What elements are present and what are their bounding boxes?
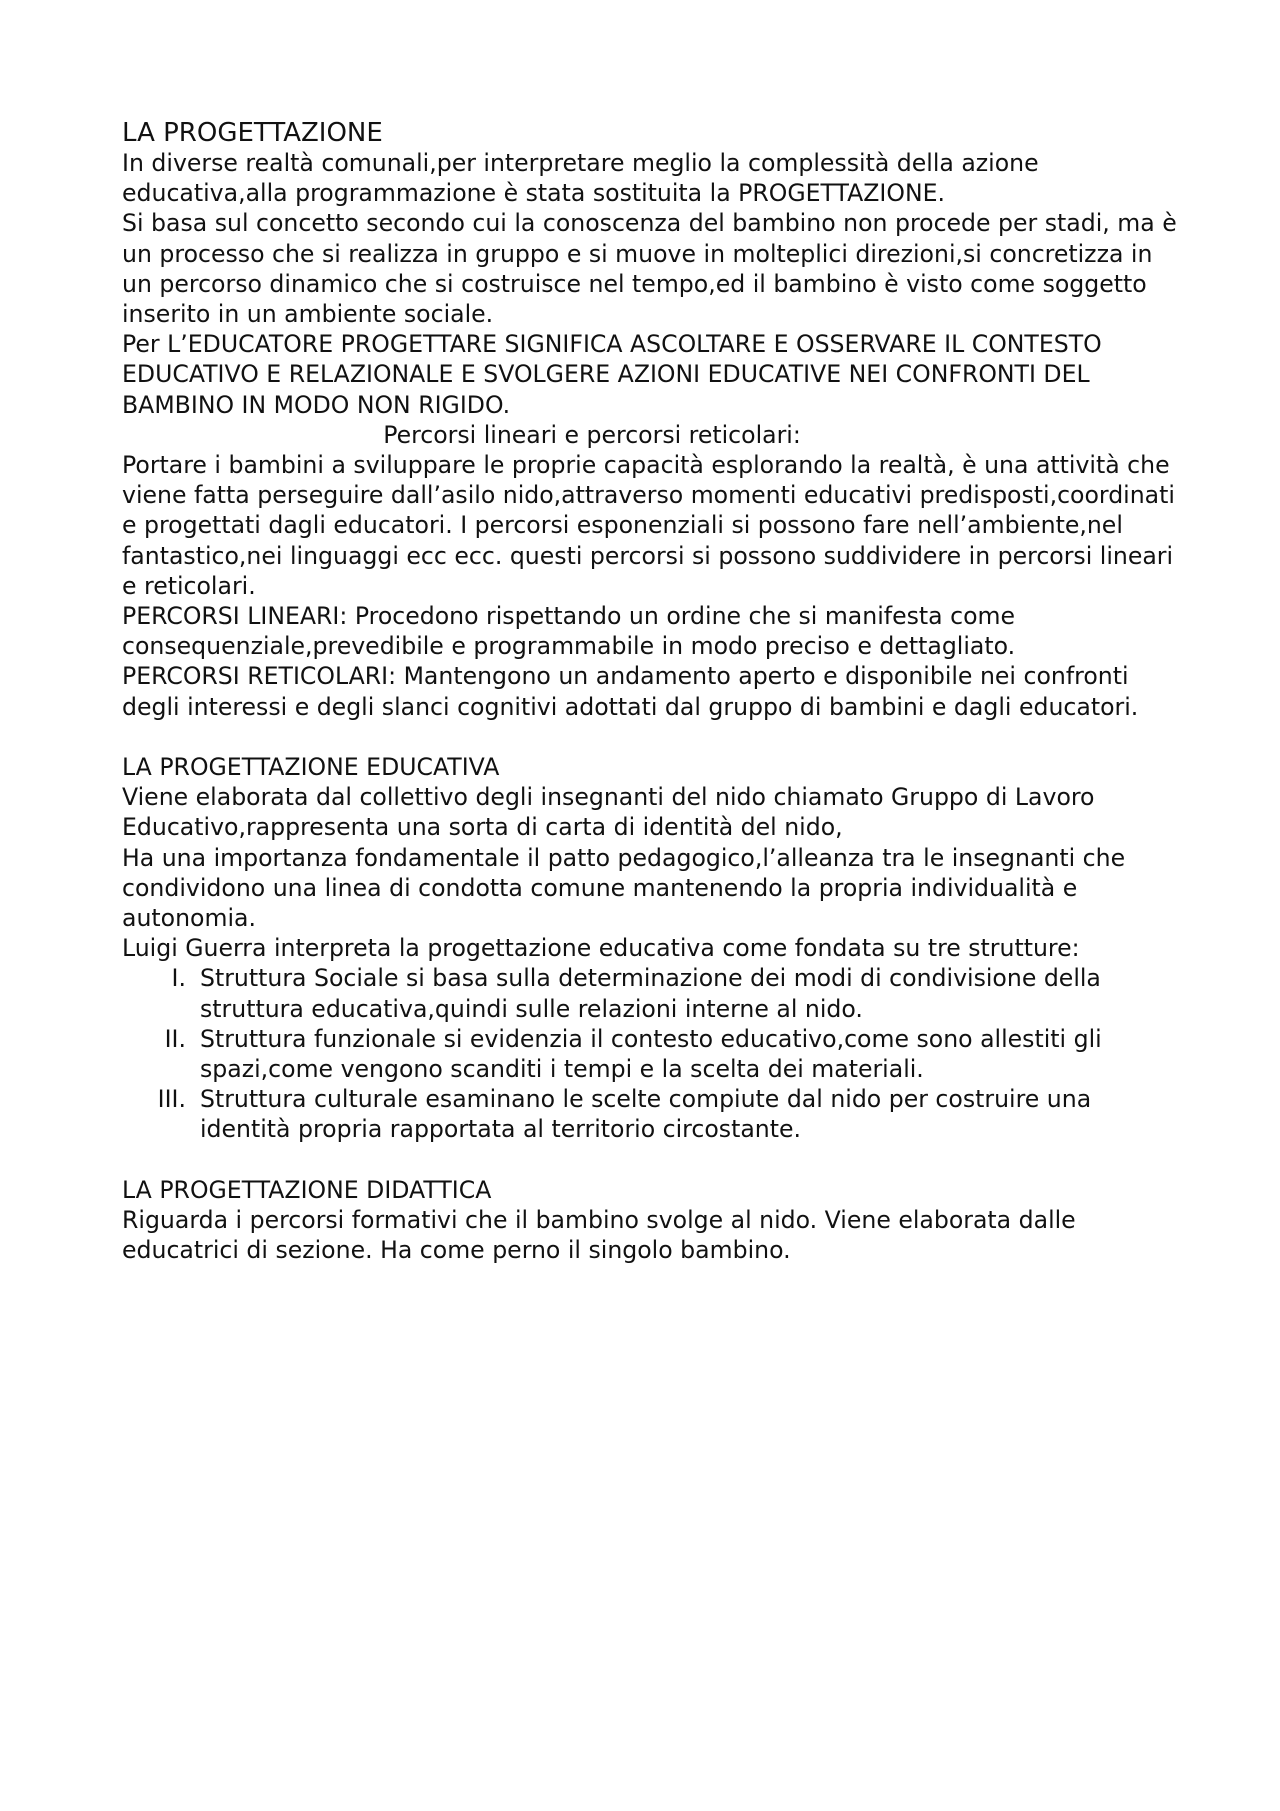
section-spacer xyxy=(122,722,1182,752)
list-item xyxy=(122,1024,1182,1084)
document-page xyxy=(122,118,1182,1265)
page-title: LA PROGETTAZIONE xyxy=(122,118,383,148)
educativa-paragraph-1: Viene elaborata dal collettivo degli insegnanti del nido chiamato Gruppo di Lavoro Educativo,rappresenta una sorta di carta di identità del nido, xyxy=(122,783,1095,842)
didattica-heading: LA PROGETTAZIONE DIDATTICA xyxy=(122,1175,492,1204)
didattica-paragraph-1: Riguarda i percorsi formativi che il bambino svolge al nido. Viene elaborata dalle educatrici di sezione. Ha come perno il singolo bambino. xyxy=(122,1206,1076,1265)
educativa-paragraph-3: Luigi Guerra interpreta la progettazione educativa come fondata su tre strutture: xyxy=(122,934,1080,963)
percorsi-reticolari-paragraph: PERCORSI RETICOLARI: Mantengono un andamento aperto e disponibile nei confronti degli interessi e degli slanci cognitivi adottati dal gruppo di bambini e dagli educatori. xyxy=(122,662,1139,721)
list-item xyxy=(122,1084,1182,1144)
educativa-paragraph-2: Ha una importanza fondamentale il patto pedagogico,l’alleanza tra le insegnanti che condividono una linea di condotta comune mantenendo la propria individualità e autonomia. xyxy=(122,843,1126,933)
section-spacer xyxy=(122,1145,1182,1175)
list-item-number: II. xyxy=(164,1024,186,1053)
intro-paragraph-3: Per L’EDUCATORE PROGETTARE SIGNIFICA ASCOLTARE E OSSERVARE IL CONTESTO EDUCATIVO E RELAZIONALE E SVOLGERE AZIONI EDUCATIVE NEI CONFRONTI DEL BAMBINO IN MODO NON RIGIDO. xyxy=(122,330,1102,419)
educativa-heading: LA PROGETTAZIONE EDUCATIVA xyxy=(122,753,500,782)
list-item xyxy=(122,963,1182,1023)
list-item-text: Struttura funzionale si evidenzia il contesto educativo,come sono allestiti gli spazi,come vengono scanditi i tempi e la scelta dei materiali. xyxy=(200,1024,1102,1084)
list-item-number: III. xyxy=(157,1085,186,1114)
strutture-list xyxy=(122,963,1182,1144)
list-item-text: Struttura culturale esaminano le scelte compiute dal nido per costruire una identità propria rapportata al territorio circostante. xyxy=(200,1085,1092,1144)
percorsi-heading: Percorsi lineari e percorsi reticolari: xyxy=(383,420,801,449)
percorsi-lineari-paragraph: PERCORSI LINEARI: Procedono rispettando un ordine che si manifesta come consequenziale,prevedibile e programmabile in modo preciso e dettagliato. xyxy=(122,602,1016,661)
list-item-number: I. xyxy=(171,964,186,993)
intro-paragraph-1: In diverse realtà comunali,per interpretare meglio la complessità della azione educativa,alla programmazione è stata sostituita la PROGETTAZIONE. xyxy=(122,149,1039,208)
percorsi-paragraph-1: Portare i bambini a sviluppare le proprie capacità esplorando la realtà, è una attività che viene fatta perseguire dall’asilo nido,attraverso momenti educativi predisposti,coordinati e progettati dagli educatori. I percorsi esponenziali si possono fare nell’ambiente,nel fantastico,nei linguaggi ecc ecc. questi percorsi si possono suddividere in percorsi lineari e reticolari. xyxy=(122,451,1175,600)
list-item-text: Struttura Sociale si basa sulla determinazione dei modi di condivisione della struttura educativa,quindi sulle relazioni interne al nido. xyxy=(200,964,1101,1023)
intro-paragraph-2: Si basa sul concetto secondo cui la conoscenza del bambino non procede per stadi, ma è un processo che si realizza in gruppo e si muove in molteplici direzioni,si concretizza in un percorso dinamico che si costruisce nel tempo,ed il bambino è visto come soggetto inserito in un ambiente sociale. xyxy=(122,209,1177,329)
